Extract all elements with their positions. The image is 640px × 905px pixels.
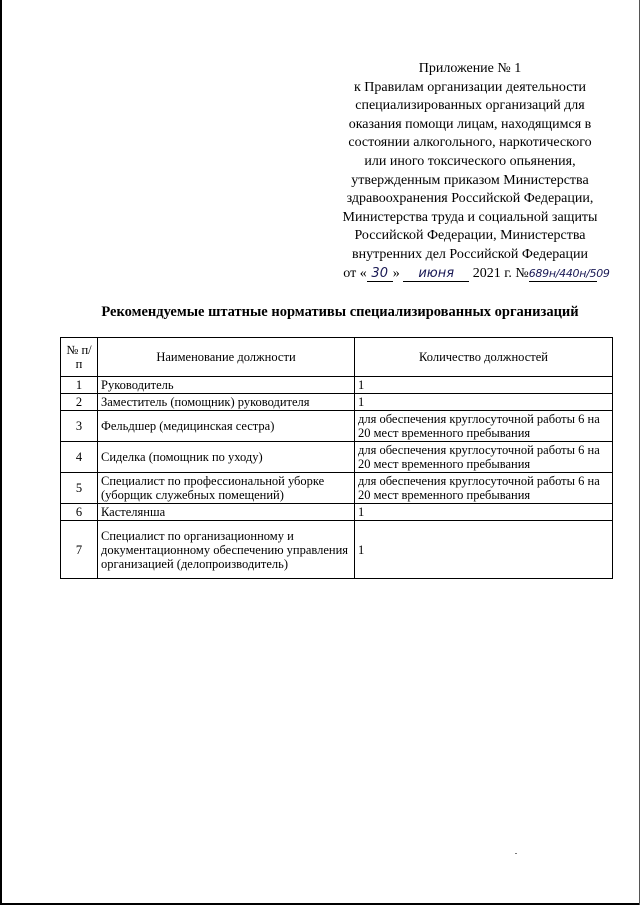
order-date-day-handwritten: 30 (367, 267, 393, 282)
appendix-line: Приложение № 1 (418, 61, 522, 76)
appendix-line: внутренних дел Российской Федерации (351, 246, 589, 262)
order-date-sep: » (392, 265, 400, 281)
appendix-line: или иного токсического опьянения, (364, 153, 576, 169)
header-position: Наименование должности (98, 338, 355, 377)
appendix-line: Российской Федерации, Министерства (354, 228, 586, 244)
order-date-line (318, 265, 622, 284)
appendix-line: состоянии алкогольного, наркотического (348, 135, 592, 151)
row-count: для обеспечения круглосуточной работы 6 на 20 мест временного пребывания (355, 473, 613, 504)
scan-speck (515, 853, 517, 854)
row-number: 7 (61, 521, 98, 579)
appendix-line: к Правилам организации деятельности (353, 79, 587, 95)
row-position: Фельдшер (медицинская сестра) (98, 411, 355, 442)
appendix-header (318, 60, 622, 283)
appendix-line: Министерства труда и социальной защиты (342, 209, 598, 225)
row-position: Сиделка (помощник по уходу) (98, 442, 355, 473)
table-row (61, 411, 613, 442)
table-row (61, 504, 613, 521)
order-date-prefix: от « (343, 265, 367, 281)
row-number: 4 (61, 442, 98, 473)
appendix-line: специализированных организаций для (355, 98, 585, 114)
row-position: Руководитель (98, 377, 355, 394)
table-row (61, 394, 613, 411)
row-number: 5 (61, 473, 98, 504)
row-position: Специалист по профессиональной уборке (уборщик служебных помещений) (98, 473, 355, 504)
row-count: для обеспечения круглосуточной работы 6 на 20 мест временного пребывания (355, 411, 613, 442)
appendix-line: здравоохранения Российской Федерации, (346, 191, 594, 207)
header-count: Количество должностей (355, 338, 613, 377)
order-date-month-handwritten: июня (403, 267, 469, 282)
table-row (61, 473, 613, 504)
table-row (61, 521, 613, 579)
row-number: 3 (61, 411, 98, 442)
row-position: Заместитель (помощник) руководителя (98, 394, 355, 411)
appendix-line: утвержденным приказом Министерства (351, 172, 589, 188)
header-number: № п/п (61, 338, 98, 377)
row-count: 1 (355, 394, 613, 411)
table-header-row (61, 338, 613, 377)
document-title: Рекомендуемые штатные нормативы специализированных организаций (101, 304, 579, 320)
row-position: Кастелянша (98, 504, 355, 521)
order-number-handwritten: 689н/440н/509 (528, 266, 610, 280)
row-position: Специалист по организационному и документационному обеспечению управления организацией (делопроизводитель) (98, 521, 355, 579)
row-count: для обеспечения круглосуточной работы 6 на 20 мест временного пребывания (355, 442, 613, 473)
row-count: 1 (355, 521, 613, 579)
scan-border-left (0, 0, 2, 905)
row-number: 6 (61, 504, 98, 521)
table-row (61, 377, 613, 394)
row-number: 2 (61, 394, 98, 411)
staffing-table (60, 337, 613, 579)
order-date-year: 2021 г. № (472, 265, 529, 281)
appendix-line: оказания помощи лицам, находящимся в (348, 116, 592, 132)
row-count: 1 (355, 377, 613, 394)
table-row (61, 442, 613, 473)
row-count: 1 (355, 504, 613, 521)
row-number: 1 (61, 377, 98, 394)
